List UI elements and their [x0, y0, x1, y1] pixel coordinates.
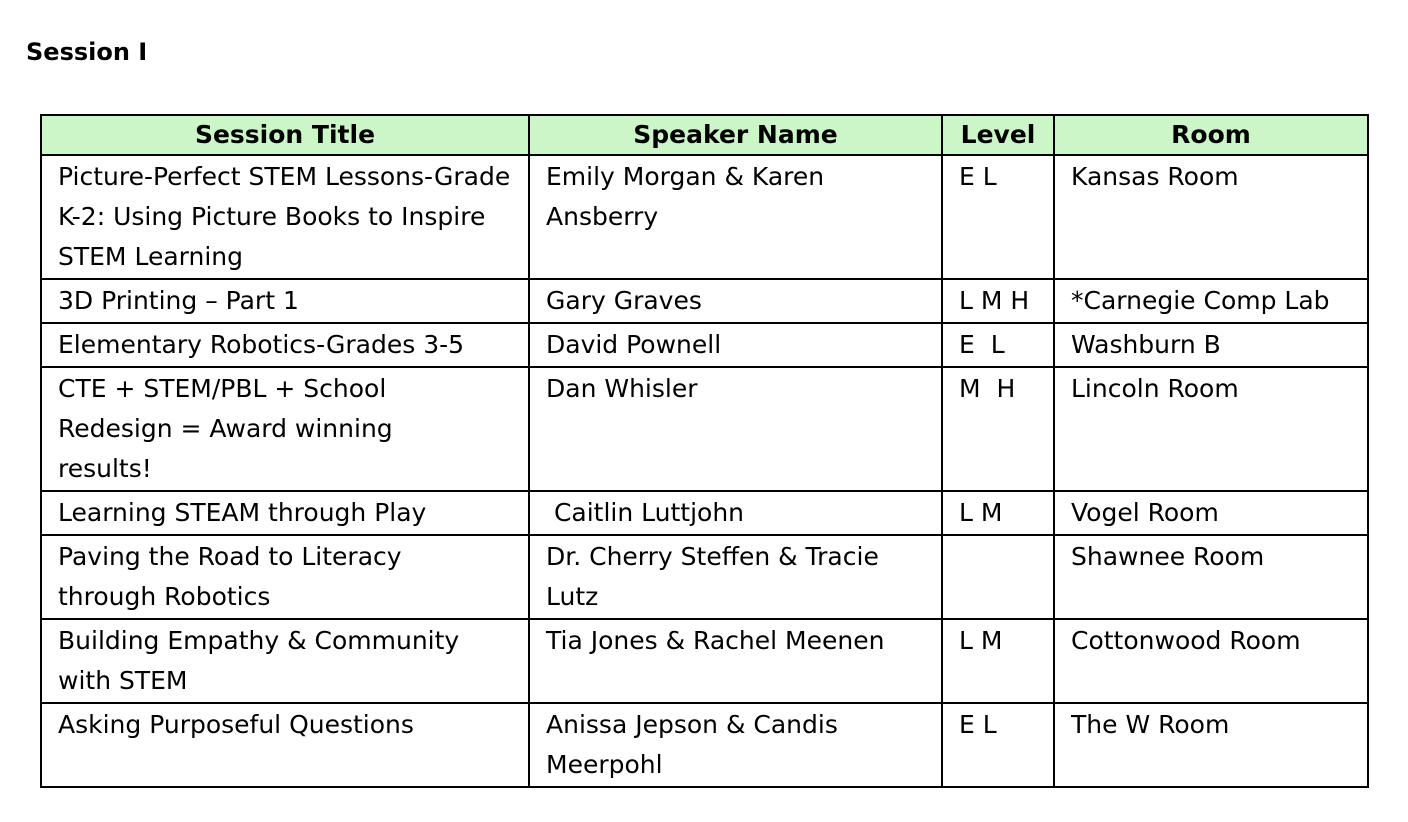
- speaker-cell: David Pownell: [529, 323, 942, 367]
- session-title-cell: Building Empathy & Community with STEM: [41, 619, 529, 703]
- speaker-cell: Dr. Cherry Steffen & Tracie Lutz: [529, 535, 942, 619]
- speaker-cell: Caitlin Luttjohn: [529, 491, 942, 535]
- session-title-cell: Elementary Robotics-Grades 3-5: [41, 323, 529, 367]
- session-title-cell: CTE + STEM/PBL + School Redesign = Award winning results!: [41, 367, 529, 491]
- room-cell: *Carnegie Comp Lab: [1054, 279, 1368, 323]
- header-session-title: Session Title: [41, 115, 529, 155]
- level-cell: L M: [942, 619, 1054, 703]
- level-cell: L M H: [942, 279, 1054, 323]
- header-level: Level: [942, 115, 1054, 155]
- table-row: [41, 619, 1368, 703]
- level-cell: E L: [942, 155, 1054, 279]
- speaker-cell: Anissa Jepson & Candis Meerpohl: [529, 703, 942, 787]
- room-cell: Cottonwood Room: [1054, 619, 1368, 703]
- table-row: [41, 367, 1368, 491]
- room-cell: Vogel Room: [1054, 491, 1368, 535]
- session-title-cell: Learning STEAM through Play: [41, 491, 529, 535]
- table-row: [41, 155, 1368, 279]
- level-cell: M H: [942, 367, 1054, 491]
- header-row: [41, 115, 1368, 155]
- room-cell: Kansas Room: [1054, 155, 1368, 279]
- session-title-cell: Asking Purposeful Questions: [41, 703, 529, 787]
- table-row: [41, 535, 1368, 619]
- room-cell: Shawnee Room: [1054, 535, 1368, 619]
- level-cell: L M: [942, 491, 1054, 535]
- table-row: [41, 279, 1368, 323]
- level-cell: [942, 535, 1054, 619]
- session-title-cell: Picture-Perfect STEM Lessons-Grade K-2: Using Picture Books to Inspire STEM Learning: [41, 155, 529, 279]
- level-cell: E L: [942, 323, 1054, 367]
- table-row: [41, 703, 1368, 787]
- room-cell: Washburn B: [1054, 323, 1368, 367]
- page-title: Session I: [26, 38, 148, 66]
- header-speaker-name: Speaker Name: [529, 115, 942, 155]
- header-room: Room: [1054, 115, 1368, 155]
- session-title-cell: 3D Printing – Part 1: [41, 279, 529, 323]
- level-cell: E L: [942, 703, 1054, 787]
- speaker-cell: Emily Morgan & Karen Ansberry: [529, 155, 942, 279]
- table-row: [41, 323, 1368, 367]
- room-cell: Lincoln Room: [1054, 367, 1368, 491]
- session-table: [40, 114, 1369, 788]
- speaker-cell: Tia Jones & Rachel Meenen: [529, 619, 942, 703]
- room-cell: The W Room: [1054, 703, 1368, 787]
- speaker-cell: Gary Graves: [529, 279, 942, 323]
- session-title-cell: Paving the Road to Literacy through Robotics: [41, 535, 529, 619]
- table-row: [41, 491, 1368, 535]
- speaker-cell: Dan Whisler: [529, 367, 942, 491]
